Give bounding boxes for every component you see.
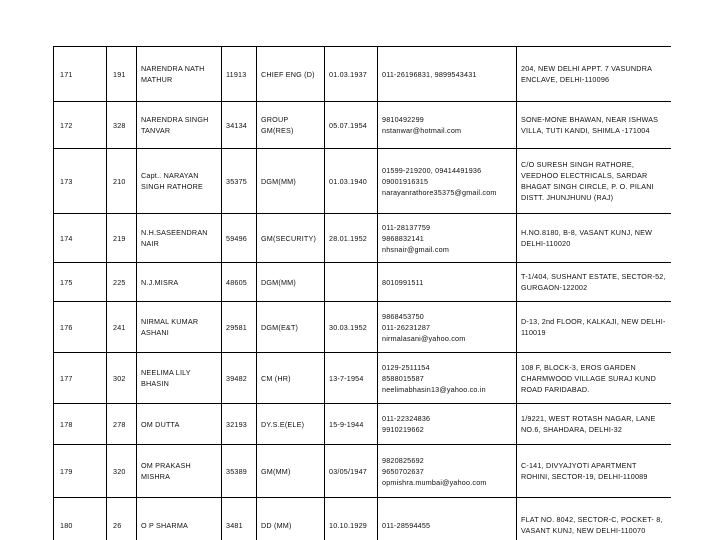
address-cell [517, 263, 672, 302]
contact-cell [378, 149, 517, 214]
contact-cell [378, 404, 517, 445]
member-id-cell: 191 [107, 47, 137, 102]
staff-number-cell: 11913 [222, 47, 257, 102]
designation-cell: DY.S.E(ELE) [257, 404, 325, 445]
staff-number-cell: 32193 [222, 404, 257, 445]
address-cell [517, 445, 672, 498]
contact-cell [378, 498, 517, 540]
serial-number-cell: 178 [54, 404, 107, 445]
contact-line: 0129-2511154 [382, 362, 430, 372]
contact-line: nstanwar@hotmail.com [382, 126, 462, 135]
name-cell: NEELIMA LILY BHASIN [137, 353, 222, 404]
date-of-birth-cell: 10.10.1929 [325, 498, 378, 540]
serial-number-cell: 180 [54, 498, 107, 540]
table-row [54, 445, 672, 498]
contact-cell [378, 353, 517, 404]
address-cell [517, 404, 672, 445]
member-id-cell: 302 [107, 353, 137, 404]
designation-cell: GM(MM) [257, 445, 325, 498]
designation-cell: GROUP GM(RES) [257, 102, 325, 149]
contact-line: 8588015587 [382, 373, 424, 383]
member-id-cell: 328 [107, 102, 137, 149]
contact-line: 011-28594455 [382, 520, 431, 530]
name-cell: NIRMAL KUMAR ASHANI [137, 302, 222, 353]
address-text: 108 F, BLOCK-3, EROS GARDEN CHARMWOOD VILLAGE SURAJ KUND ROAD FARIDABAD. [521, 362, 656, 394]
member-directory-page [53, 46, 671, 540]
table-row [54, 302, 672, 353]
date-of-birth-cell: 01.03.1940 [325, 149, 378, 214]
address-text: 204, NEW DELHI APPT. 7 VASUNDRA ENCLAVE, DELHI-110096 [521, 64, 652, 84]
date-of-birth-cell: 15-9-1944 [325, 404, 378, 445]
table-row [54, 404, 672, 445]
contact-line: 011-22324836 [382, 414, 431, 423]
designation-cell: DGM(E&T) [257, 302, 325, 353]
address-text: SONE-MONE BHAWAN, NEAR ISHWAS VILLA, TUTI KANDI, SHIMLA -171004 [521, 115, 659, 135]
date-of-birth-cell: 30.03.1952 [325, 302, 378, 353]
member-id-cell: 26 [107, 498, 137, 540]
staff-number-cell: 59496 [222, 214, 257, 263]
address-cell [517, 498, 672, 540]
table-row [54, 102, 672, 149]
designation-cell: CM (HR) [257, 353, 325, 404]
contact-cell [378, 263, 517, 302]
name-cell: O P SHARMA [137, 498, 222, 540]
contact-cell [378, 102, 517, 149]
table-row [54, 47, 672, 102]
contact-line: 011-28137759 [382, 222, 431, 232]
address-cell [517, 353, 672, 404]
member-id-cell: 241 [107, 302, 137, 353]
name-cell: OM PRAKASH MISHRA [137, 445, 222, 498]
serial-number-cell: 179 [54, 445, 107, 498]
serial-number-cell: 177 [54, 353, 107, 404]
address-cell [517, 302, 672, 353]
address-text: FLAT NO. 8042, SECTOR-C, POCKET- 8, VASANT KUNJ, NEW DELHI-110070 [521, 515, 663, 535]
serial-number-cell: 173 [54, 149, 107, 214]
table-row [54, 263, 672, 302]
member-id-cell: 219 [107, 214, 137, 263]
date-of-birth-cell: 01.03.1937 [325, 47, 378, 102]
contact-line: narayanrathore35375@gmail.com [382, 187, 497, 197]
name-cell: N.J.MISRA [137, 263, 222, 302]
name-cell: N.H.SASEENDRAN NAIR [137, 214, 222, 263]
member-directory-table [53, 46, 671, 540]
staff-number-cell: 39482 [222, 353, 257, 404]
serial-number-cell: 176 [54, 302, 107, 353]
contact-line: neelimabhasin13@yahoo.co.in [382, 384, 486, 394]
address-text: D-13, 2nd FLOOR, KALKAJI, NEW DELHI-110019 [521, 317, 666, 337]
contact-line: 9820825692 [382, 455, 424, 465]
member-id-cell: 210 [107, 149, 137, 214]
contact-line: 01599-219200, 09414491936 [382, 165, 482, 175]
address-text: 1/9221, WEST ROTASH NAGAR, LANE NO.6, SHAHDARA, DELHI-32 [521, 414, 656, 434]
contact-line: 8010991511 [382, 277, 424, 287]
table-row [54, 149, 672, 214]
name-cell: Capt.. NARAYAN SINGH RATHORE [137, 149, 222, 214]
member-id-cell: 278 [107, 404, 137, 445]
member-id-cell: 225 [107, 263, 137, 302]
staff-number-cell: 35375 [222, 149, 257, 214]
member-id-cell: 320 [107, 445, 137, 498]
contact-line: nirmalasani@yahoo.com [382, 333, 466, 343]
name-cell: NARENDRA NATH MATHUR [137, 47, 222, 102]
address-cell [517, 149, 672, 214]
serial-number-cell: 174 [54, 214, 107, 263]
serial-number-cell: 175 [54, 263, 107, 302]
contact-line: opmishra.mumbai@yahoo.com [382, 477, 487, 487]
contact-cell [378, 47, 517, 102]
date-of-birth-cell: 03/05/1947 [325, 445, 378, 498]
address-text: H.NO.8180, B-8, VASANT KUNJ, NEW DELHI-110020 [521, 228, 653, 248]
staff-number-cell: 48605 [222, 263, 257, 302]
contact-line: 011-26196831, 9899543431 [382, 69, 477, 79]
contact-line: 9810492299 [382, 115, 424, 124]
date-of-birth-cell: 13-7-1954 [325, 353, 378, 404]
contact-cell [378, 214, 517, 263]
contact-line: 9910219662 [382, 425, 424, 434]
name-cell: NARENDRA SINGH TANVAR [137, 102, 222, 149]
staff-number-cell: 3481 [222, 498, 257, 540]
date-of-birth-cell: 05.07.1954 [325, 102, 378, 149]
designation-cell: DGM(MM) [257, 263, 325, 302]
contact-line: 09001916315 [382, 176, 429, 186]
contact-line: 9868832141 [382, 233, 424, 243]
contact-line: 9650702637 [382, 466, 424, 476]
designation-cell: CHIEF ENG (D) [257, 47, 325, 102]
date-of-birth-cell [325, 263, 378, 302]
address-cell [517, 102, 672, 149]
contact-line: nhsnair@gmail.com [382, 244, 450, 254]
table-row [54, 498, 672, 540]
contact-cell [378, 445, 517, 498]
address-cell [517, 47, 672, 102]
serial-number-cell: 171 [54, 47, 107, 102]
name-cell: OM DUTTA [137, 404, 222, 445]
staff-number-cell: 35389 [222, 445, 257, 498]
table-row [54, 353, 672, 404]
address-cell [517, 214, 672, 263]
contact-cell [378, 302, 517, 353]
designation-cell: DD (MM) [257, 498, 325, 540]
staff-number-cell: 29581 [222, 302, 257, 353]
contact-line: 011-26231287 [382, 322, 431, 332]
designation-cell: DGM(MM) [257, 149, 325, 214]
serial-number-cell: 172 [54, 102, 107, 149]
address-text: C-141, DIVYAJYOTI APARTMENT ROHINI, SECTOR-19, DELHI-110089 [521, 461, 648, 481]
date-of-birth-cell: 28.01.1952 [325, 214, 378, 263]
table-row [54, 214, 672, 263]
address-text: C/O SURESH SINGH RATHORE, VEEDHOO ELECTRICALS, SARDAR BHAGAT SINGH CIRCLE, P. O. PILANI DISTT. JHUNJHUNU (RAJ) [521, 160, 654, 202]
designation-cell: GM(SECURITY) [257, 214, 325, 263]
address-text: T-1/404, SUSHANT ESTATE, SECTOR-52, GURGAON-122002 [521, 272, 666, 292]
staff-number-cell: 34134 [222, 102, 257, 149]
contact-line: 9868453750 [382, 311, 424, 321]
